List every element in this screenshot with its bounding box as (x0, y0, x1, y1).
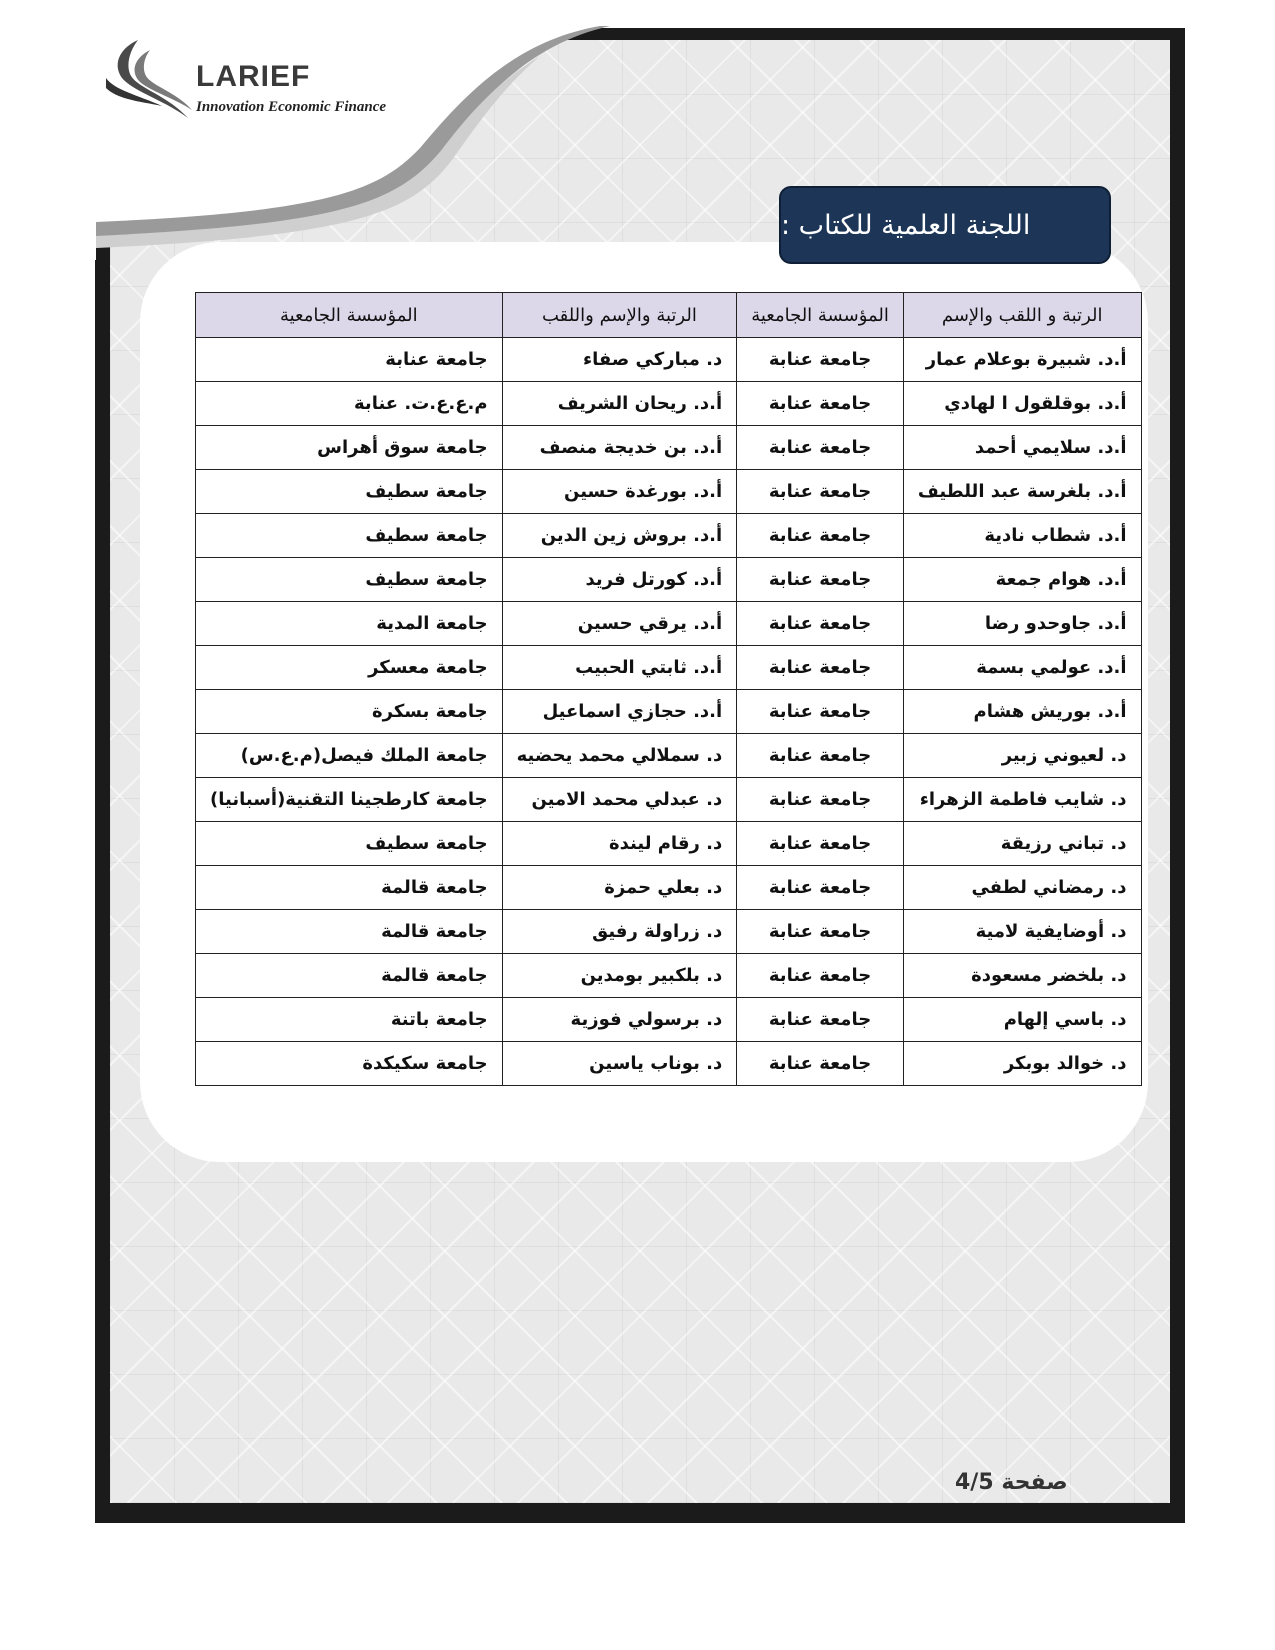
member-name-cell: أ.د. حجازي اسماعيل (502, 690, 737, 734)
member-institution-cell: جامعة سكيكدة (196, 1042, 503, 1086)
member-name-cell: أ.د. بن خديجة منصف (502, 426, 737, 470)
member-institution-cell: جامعة سطيف (196, 470, 503, 514)
member-institution-cell: جامعة عنابة (737, 426, 904, 470)
member-name-cell: أ.د. بوريش هشام (903, 690, 1141, 734)
header-institution-2: المؤسسة الجامعية (196, 293, 503, 338)
member-name-cell: أ.د. بوقلقول ا لهادي (903, 382, 1141, 426)
table-row (196, 1042, 1142, 1086)
header-institution-1: المؤسسة الجامعية (737, 293, 904, 338)
member-institution-cell: جامعة عنابة (737, 910, 904, 954)
table-row (196, 602, 1142, 646)
member-name-cell: د. خوالد بوبكر (903, 1042, 1141, 1086)
member-institution-cell: جامعة سطيف (196, 514, 503, 558)
table-row (196, 514, 1142, 558)
member-name-cell: د. لعيوني زبير (903, 734, 1141, 778)
table-row (196, 866, 1142, 910)
member-institution-cell: جامعة عنابة (737, 558, 904, 602)
member-institution-cell: جامعة قالمة (196, 954, 503, 998)
member-name-cell: د. رقام ليندة (502, 822, 737, 866)
member-institution-cell: جامعة عنابة (737, 1042, 904, 1086)
member-name-cell: أ.د. عولمي بسمة (903, 646, 1141, 690)
member-institution-cell: جامعة عنابة (737, 338, 904, 382)
table-row (196, 954, 1142, 998)
member-institution-cell: جامعة عنابة (737, 822, 904, 866)
table-row (196, 690, 1142, 734)
member-institution-cell: جامعة سطيف (196, 558, 503, 602)
member-name-cell: أ.د. بورغدة حسين (502, 470, 737, 514)
scientific-committee-table (195, 292, 1142, 1086)
member-institution-cell: جامعة سطيف (196, 822, 503, 866)
member-institution-cell: جامعة باتنة (196, 998, 503, 1042)
member-institution-cell: م.ع.ع.ت. عنابة (196, 382, 503, 426)
member-institution-cell: جامعة قالمة (196, 866, 503, 910)
member-name-cell: أ.د. بلغرسة عبد اللطيف (903, 470, 1141, 514)
member-name-cell: د. زراولة رفيق (502, 910, 737, 954)
member-institution-cell: جامعة عنابة (737, 382, 904, 426)
member-name-cell: أ.د. بروش زين الدين (502, 514, 737, 558)
member-institution-cell: جامعة عنابة (737, 866, 904, 910)
table-row (196, 338, 1142, 382)
table-row (196, 470, 1142, 514)
table-row (196, 734, 1142, 778)
member-name-cell: أ.د. كورتل فريد (502, 558, 737, 602)
header-name-2: الرتبة والإسم واللقب (502, 293, 737, 338)
member-name-cell: د. تباني رزيقة (903, 822, 1141, 866)
member-name-cell: أ.د. شطاب نادية (903, 514, 1141, 558)
member-institution-cell: جامعة المدية (196, 602, 503, 646)
member-institution-cell: جامعة بسكرة (196, 690, 503, 734)
member-name-cell: د. بلكبير بومدين (502, 954, 737, 998)
member-institution-cell: جامعة عنابة (737, 602, 904, 646)
member-name-cell: أ.د. هوام جمعة (903, 558, 1141, 602)
member-name-cell: د. سملالي محمد يحضيه (502, 734, 737, 778)
table-row (196, 998, 1142, 1042)
table-row (196, 646, 1142, 690)
logo-wordmark: LARIEF (196, 60, 311, 93)
logo-tagline: Innovation Economic Finance (196, 99, 387, 115)
member-name-cell: د. باسي إلهام (903, 998, 1141, 1042)
member-name-cell: أ.د. سلايمي أحمد (903, 426, 1141, 470)
member-name-cell: أ.د. ريحان الشريف (502, 382, 737, 426)
member-institution-cell: جامعة عنابة (737, 954, 904, 998)
table-row (196, 778, 1142, 822)
table-row (196, 382, 1142, 426)
member-name-cell: د. شايب فاطمة الزهراء (903, 778, 1141, 822)
table-row (196, 558, 1142, 602)
page-number: صفحة 4/5 (955, 1470, 1068, 1495)
member-institution-cell: جامعة عنابة (737, 998, 904, 1042)
member-institution-cell: جامعة عنابة (196, 338, 503, 382)
member-name-cell: د. مباركي صفاء (502, 338, 737, 382)
member-institution-cell: جامعة سوق أهراس (196, 426, 503, 470)
header-name-1: الرتبة و اللقب والإسم (903, 293, 1141, 338)
member-name-cell: د. بعلي حمزة (502, 866, 737, 910)
member-name-cell: د. عبدلي محمد الامين (502, 778, 737, 822)
table-header-row (196, 293, 1142, 338)
member-name-cell: د. برسولي فوزية (502, 998, 737, 1042)
table-row (196, 822, 1142, 866)
table-row (196, 910, 1142, 954)
member-institution-cell: جامعة عنابة (737, 646, 904, 690)
member-institution-cell: جامعة عنابة (737, 470, 904, 514)
member-institution-cell: جامعة قالمة (196, 910, 503, 954)
table-row (196, 426, 1142, 470)
member-name-cell: د. بوناب ياسين (502, 1042, 737, 1086)
member-institution-cell: جامعة عنابة (737, 734, 904, 778)
member-institution-cell: جامعة عنابة (737, 778, 904, 822)
member-institution-cell: جامعة عنابة (737, 514, 904, 558)
member-name-cell: د. رمضاني لطفي (903, 866, 1141, 910)
member-institution-cell: جامعة معسكر (196, 646, 503, 690)
member-name-cell: د. بلخضر مسعودة (903, 954, 1141, 998)
member-name-cell: أ.د. ثابتي الحبيب (502, 646, 737, 690)
member-name-cell: د. أوضايفية لامية (903, 910, 1141, 954)
section-title: اللجنة العلمية للكتاب : (779, 186, 1111, 264)
member-institution-cell: جامعة عنابة (737, 690, 904, 734)
member-name-cell: أ.د. شبيرة بوعلام عمار (903, 338, 1141, 382)
member-name-cell: أ.د. جاوحدو رضا (903, 602, 1141, 646)
member-institution-cell: جامعة كارطجينا التقنية(أسبانيا) (196, 778, 503, 822)
member-name-cell: أ.د. يرقي حسين (502, 602, 737, 646)
member-institution-cell: جامعة الملك فيصل(م.ع.س) (196, 734, 503, 778)
